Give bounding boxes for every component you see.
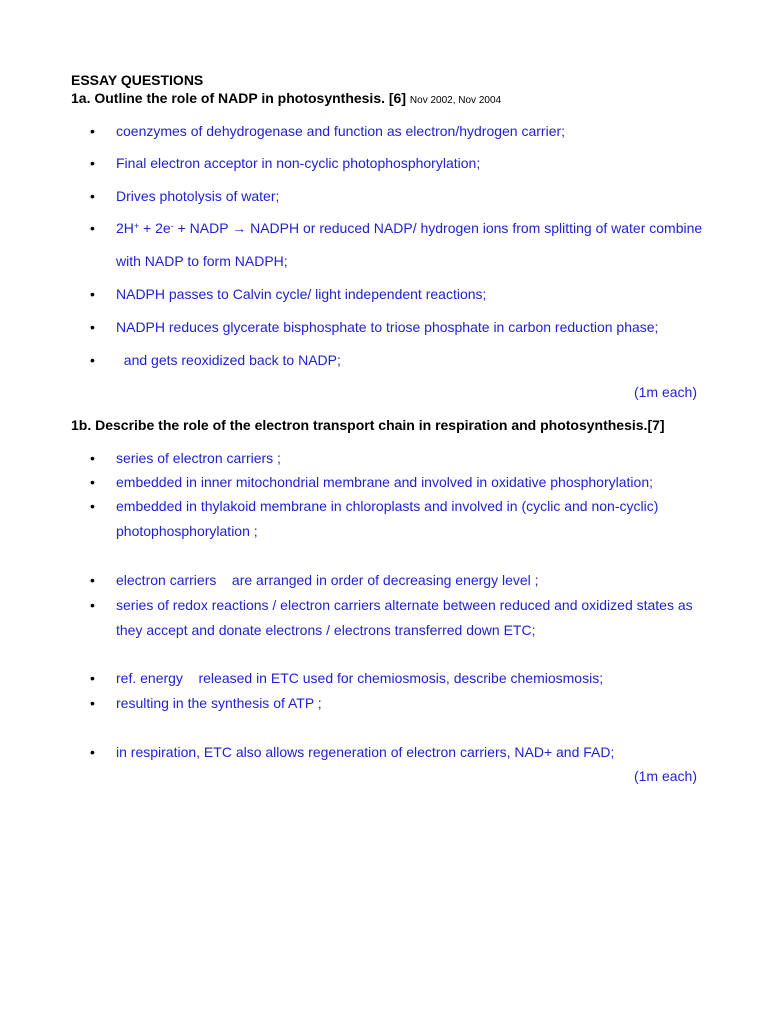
answer-text: embedded in inner mitochondrial membrane and involved in oxidative phosphorylation; [116,474,653,490]
answer-text: series of electron carriers ; [116,450,281,466]
question-1a-source: Nov 2002, Nov 2004 [409,95,502,106]
answer-text: Final electron acceptor in non-cyclic photophosphorylation; [116,155,481,171]
bullet-icon: • [90,597,95,613]
bullet-icon: • [90,450,95,466]
answer-text: coenzymes of dehydrogenase and function as electron/hydrogen carrier; [116,123,566,139]
answer-text: NADPH reduces glycerate bisphosphate to triose phosphate in carbon reduction phase; [116,319,659,335]
answer-text: ref. energy released in ETC used for chemiosmosis, describe chemiosmosis; [116,670,604,686]
question-1b-label: 1b. Describe the role of the electron transport chain in respiration and photosynthesis.[7] [71,417,665,433]
bullet-icon: • [90,474,95,490]
answer-text: resulting in the synthesis of ATP ; [116,695,322,711]
bullet-icon: • [90,155,95,171]
marks-note-1a: (1m each) [633,384,697,400]
bullet-icon: • [90,498,95,514]
answer-text: in respiration, ETC also allows regeneration of electron carriers, NAD+ and FAD; [116,744,615,760]
marks-note-1b: (1m each) [633,768,697,784]
answer-text: they accept and donate electrons / electrons transferred down ETC; [116,622,536,638]
equation-text: 2H+ + 2e- + NADP → NADPH or reduced NADP/ hydrogen ions from splitting of water combine [116,220,703,236]
bullet-icon: • [90,286,95,302]
bullet-icon: • [90,670,95,686]
question-1a-label: 1a. Outline the role of NADP in photosynthesis. [6] [71,90,407,106]
bullet-icon: • [90,352,95,368]
bullet-icon: • [90,695,95,711]
question-1a [71,90,501,109]
answer-text: series of redox reactions / electron carriers alternate between reduced and oxidized states as [116,597,693,613]
answer-text: photophosphorylation ; [116,523,258,539]
answer-text: with NADP to form NADPH; [116,253,288,269]
bullet-icon: • [90,123,95,139]
bullet-icon: • [90,572,95,588]
answer-text: and gets reoxidized back to NADP; [116,352,341,368]
page-title: ESSAY QUESTIONS [71,72,204,88]
bullet-icon: • [90,220,95,236]
answer-text: NADPH passes to Calvin cycle/ light independent reactions; [116,286,487,302]
answer-text: electron carriers are arranged in order of decreasing energy level ; [116,572,539,588]
question-1b [71,417,665,433]
answer-text: embedded in thylakoid membrane in chloroplasts and involved in (cyclic and non-cyclic) [116,498,659,514]
bullet-icon: • [90,319,95,335]
bullet-icon: • [90,744,95,760]
bullet-icon: • [90,188,95,204]
answer-text: Drives photolysis of water; [116,188,280,204]
